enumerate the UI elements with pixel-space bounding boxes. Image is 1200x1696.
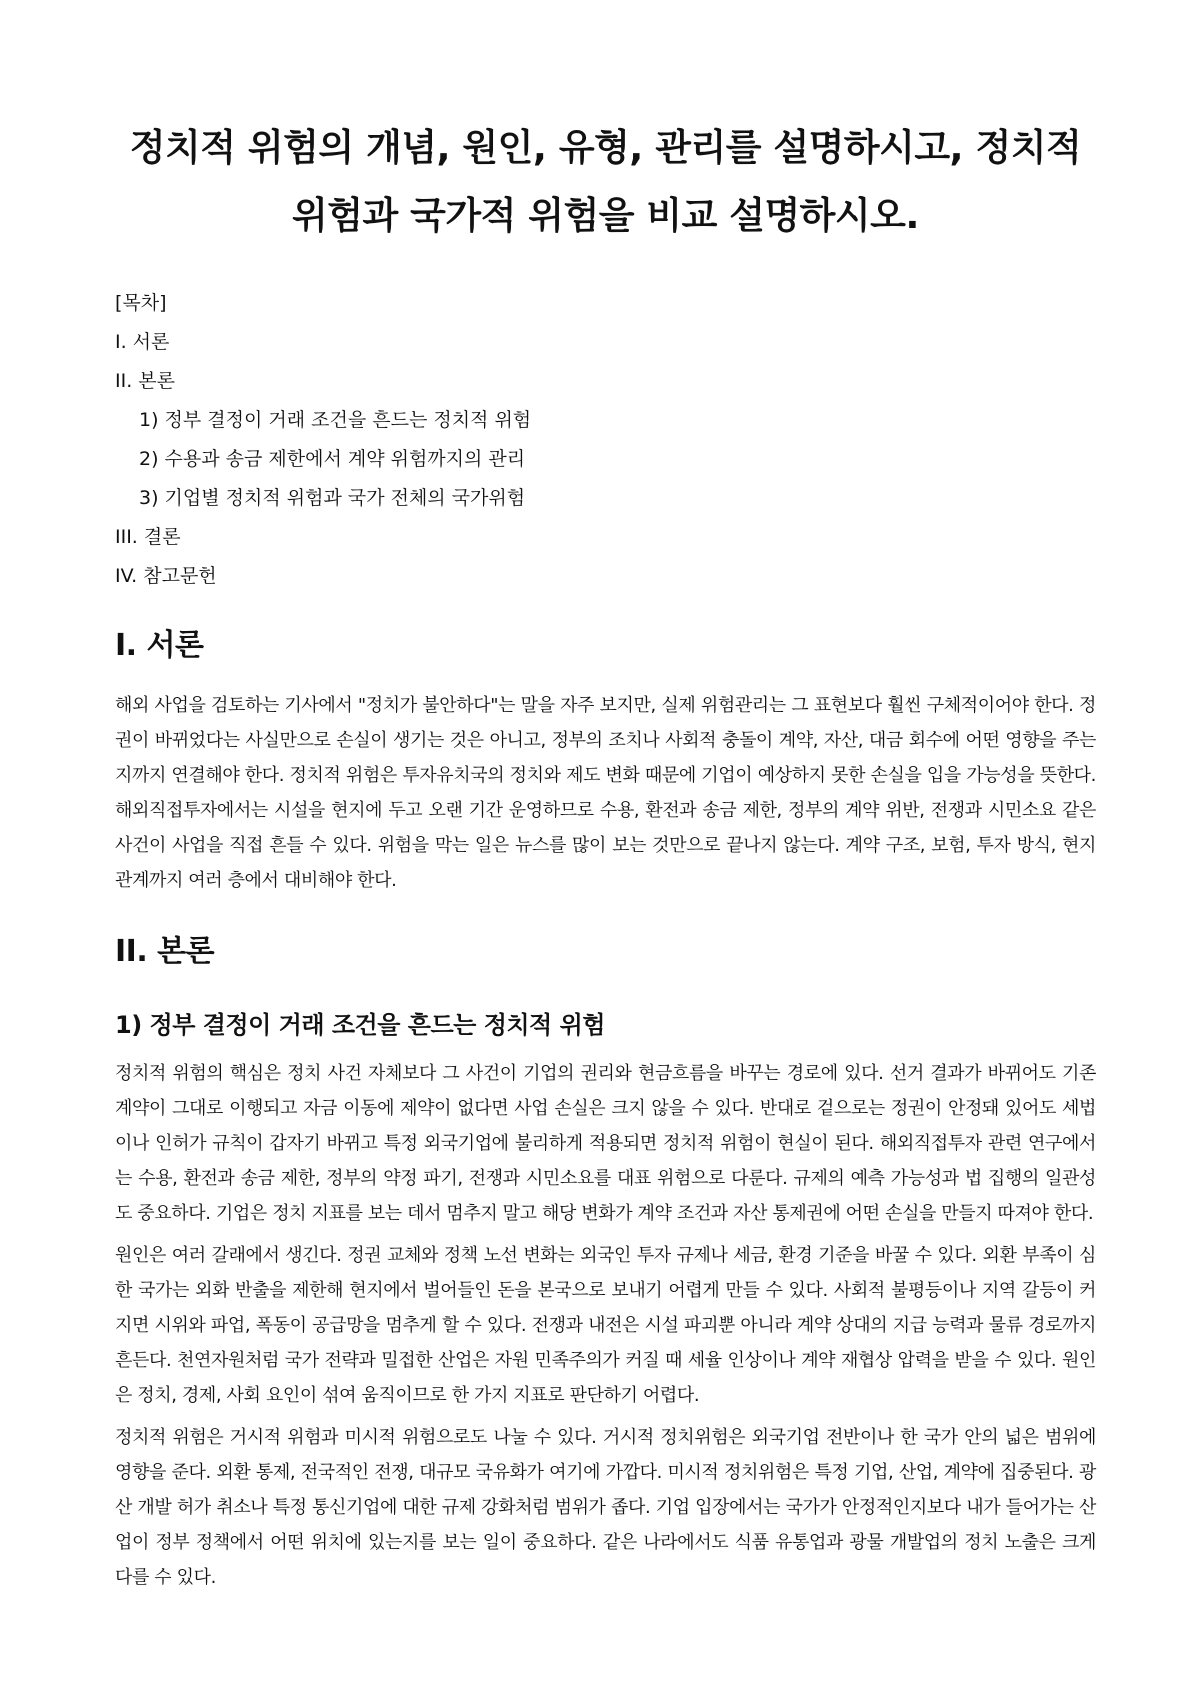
document-title: 정치적 위험의 개념, 원인, 유형, 관리를 설명하시고, 정치적 위험과 국가적 위험을 비교 설명하시오. [129,126,1082,237]
toc-item-body-1: 1) 정부 결정이 거래 조건을 흔드는 정치적 위험 [139,409,532,431]
section-1-paragraph-2: 원인은 여러 갈래에서 생긴다. 정권 교체와 정책 노선 변화는 외국인 투자 규제나 세금, 환경 기준을 바꿀 수 있다. 외환 부족이 심한 국가는 외화 반출을 제한해 현지에서 벌어들인 돈을 본국으로 보내기 어렵게 만들 수 있다. 사회적 불평등이나 지역 갈등이 커지면 시위와 파업, 폭동이 공급망을 멈추게 할 수 있다. 전쟁과 내전은 시설 파괴뿐 아니라 계약 상대의 지급 능력과 물류 경로까지 흔든다. 천연자원처럼 국가 전략과 밀접한 산업은 자원 민족주의가 커질 때 세율 인상이나 계약 재협상 압력을 받을 수 있다. 원인은 정치, 경제, 사회 요인이 섞여 움직이므로 한 가지 지표로 판단하기 어렵다. [115,1245,1096,1406]
toc-item-body: II. 본론 [115,370,175,392]
section-1-heading: 1) 정부 결정이 거래 조건을 흔드는 정치적 위험 [115,1011,605,1039]
toc-item-body-3: 3) 기업별 정치적 위험과 국가 전체의 국가위험 [139,487,526,509]
section-1-paragraph-3: 정치적 위험은 거시적 위험과 미시적 위험으로도 나눌 수 있다. 거시적 정치위험은 외국기업 전반이나 한 국가 안의 넓은 범위에 영향을 준다. 외환 통제, 전국적인 전쟁, 대규모 국유화가 여기에 가깝다. 미시적 정치위험은 특정 기업, 산업, 계약에 집중된다. 광산 개발 허가 취소나 특정 통신기업에 대한 규제 강화처럼 범위가 좁다. 기업 입장에서는 국가가 안정적인지보다 내가 들어가는 산업이 정부 정책에서 어떤 위치에 있는지를 보는 일이 중요하다. 같은 나라에서도 식품 유통업과 광물 개발업의 정치 노출은 크게 다를 수 있다. [115,1427,1096,1588]
toc-item-intro: I. 서론 [115,331,170,353]
section-1-paragraph-1: 정치적 위험의 핵심은 정치 사건 자체보다 그 사건이 기업의 권리와 현금흐름을 바꾸는 경로에 있다. 선거 결과가 바뀌어도 기존 계약이 그대로 이행되고 자금 이동에 제약이 없다면 사업 손실은 크지 않을 수 있다. 반대로 겉으로는 정권이 안정돼 있어도 세법이나 인허가 규칙이 갑자기 바뀌고 특정 외국기업에 불리하게 적용되면 정치적 위험이 현실이 된다. 해외직접투자 관련 연구에서는 수용, 환전과 송금 제한, 정부의 약정 파기, 전쟁과 시민소요를 대표 위험으로 다룬다. 규제의 예측 가능성과 법 집행의 일관성도 중요하다. 기업은 정치 지표를 보는 데서 멈추지 말고 해당 변화가 계약 조건과 자산 통제권에 어떤 손실을 만들지 따져야 한다. [115,1063,1096,1224]
table-of-contents [115,284,1096,596]
intro-paragraph: 해외 사업을 검토하는 기사에서 "정치가 불안하다"는 말을 자주 보지만, 실제 위험관리는 그 표현보다 훨씬 구체적이어야 한다. 정권이 바뀌었다는 사실만으로 손실이 생기는 것은 아니고, 정부의 조치나 사회적 충돌이 계약, 자산, 대금 회수에 어떤 영향을 주는지까지 연결해야 한다. 정치적 위험은 투자유치국의 정치와 제도 변화 때문에 기업이 예상하지 못한 손실을 입을 가능성을 뜻한다. 해외직접투자에서는 시설을 현지에 두고 오랜 기간 운영하므로 수용, 환전과 송금 제한, 정부의 계약 위반, 전쟁과 시민소요 같은 사건이 사업을 직접 흔들 수 있다. 위험을 막는 일은 뉴스를 많이 보는 것만으로 끝나지 않는다. 계약 구조, 보험, 투자 방식, 현지 관계까지 여러 층에서 대비해야 한다. [115,695,1096,891]
body-heading: II. 본론 [115,934,215,969]
toc-item-conclusion: III. 결론 [115,526,181,548]
toc-heading: [목차] [115,292,167,314]
toc-item-body-2: 2) 수용과 송금 제한에서 계약 위험까지의 관리 [139,448,526,470]
toc-item-references: IV. 참고문헌 [115,565,217,587]
intro-heading: I. 서론 [115,628,204,663]
